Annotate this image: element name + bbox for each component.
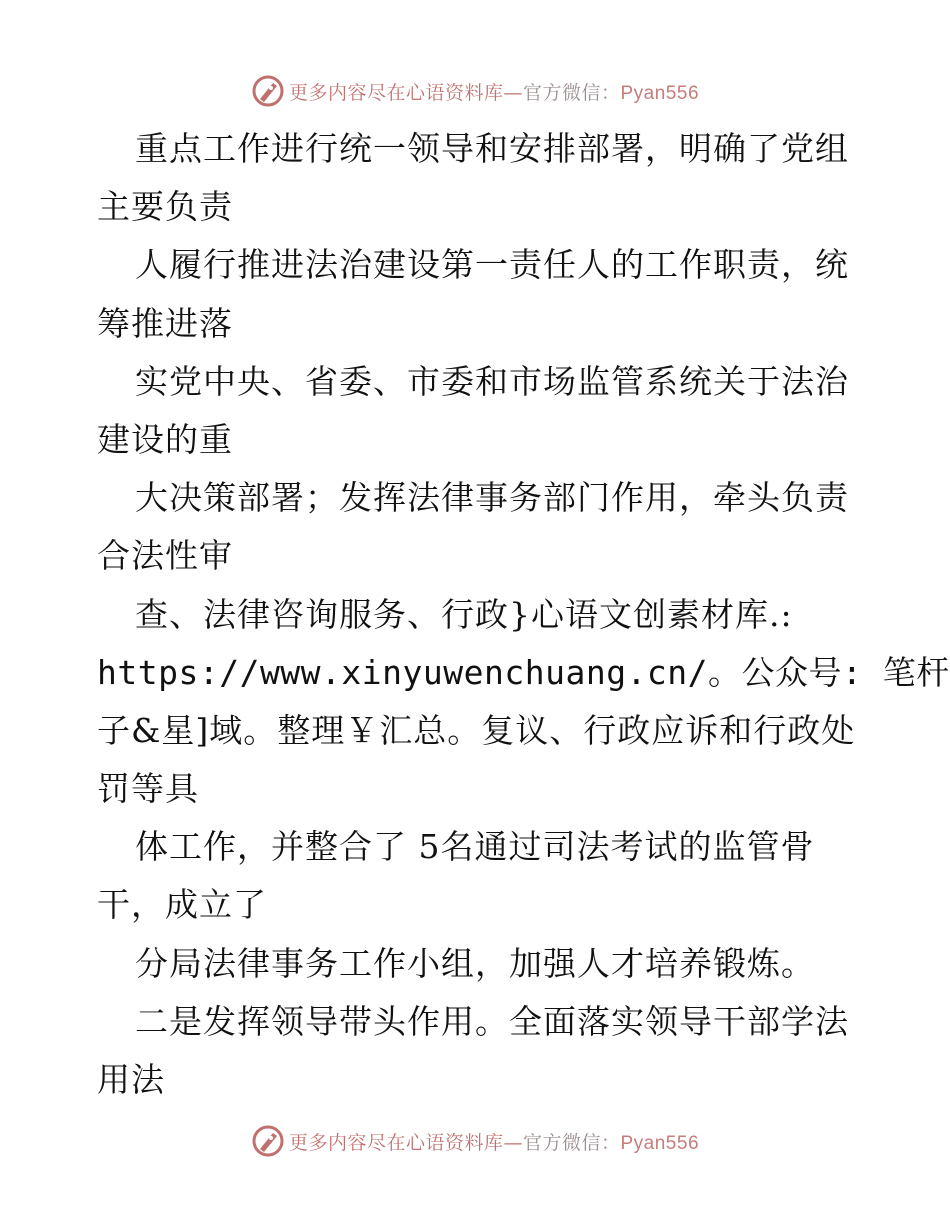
body-line: 主要负责 [97, 187, 233, 227]
pen-nib-logo-icon [251, 1124, 285, 1158]
pen-nib-logo-icon [251, 74, 285, 108]
footer-text [289, 1128, 699, 1155]
header-official-text: 官方微信： [522, 81, 621, 104]
body-line: 建设的重 [97, 419, 233, 459]
body-line: 实党中央、省委、市委和市场监管系统关于法治 [135, 361, 849, 401]
body-line: 体工作，并整合了 5名通过司法考试的监管骨 [135, 827, 815, 867]
body-line: 用法 [97, 1060, 165, 1099]
body-line: 二是发挥领导带头作用。全面落实领导干部学法 [135, 1001, 849, 1041]
body-line: 人履行推进法治建设第一责任人的工作职责，统 [135, 245, 849, 285]
body-line-url: https://www.xinyuwenchuang.cn/。公众号: 笔杆 [97, 652, 950, 692]
body-line: 分局法律事务工作小组，加强人才培养锻炼。 [135, 943, 815, 983]
footer-official-text: 官方微信： [522, 1131, 621, 1154]
body-line: 罚等具 [97, 769, 199, 809]
header-text [289, 78, 699, 105]
footer-wechat-id: Pyan556 [620, 1132, 700, 1154]
body-line: 查、法律咨询服务、行政}心语文创素材库.: [135, 594, 793, 634]
header-main-text: 更多内容尽在心语资料库— [288, 81, 523, 104]
footer-banner [0, 1121, 950, 1161]
body-line: 大决策部署；发挥法律事务部门作用，牵头负责 [135, 478, 849, 518]
header-wechat-id: Pyan556 [620, 82, 700, 104]
body-line: 子&星]域。整理￥汇总。复议、行政应诉和行政处 [97, 710, 856, 750]
footer-main-text: 更多内容尽在心语资料库— [288, 1131, 523, 1154]
body-line: 合法性审 [97, 536, 233, 576]
body-line: 重点工作进行统一领导和安排部署，明确了党组 [135, 129, 849, 168]
body-line: 干，成立了 [97, 885, 267, 925]
document-body [97, 120, 950, 1109]
header-banner [0, 71, 950, 111]
body-line: 筹推进落 [97, 303, 233, 343]
